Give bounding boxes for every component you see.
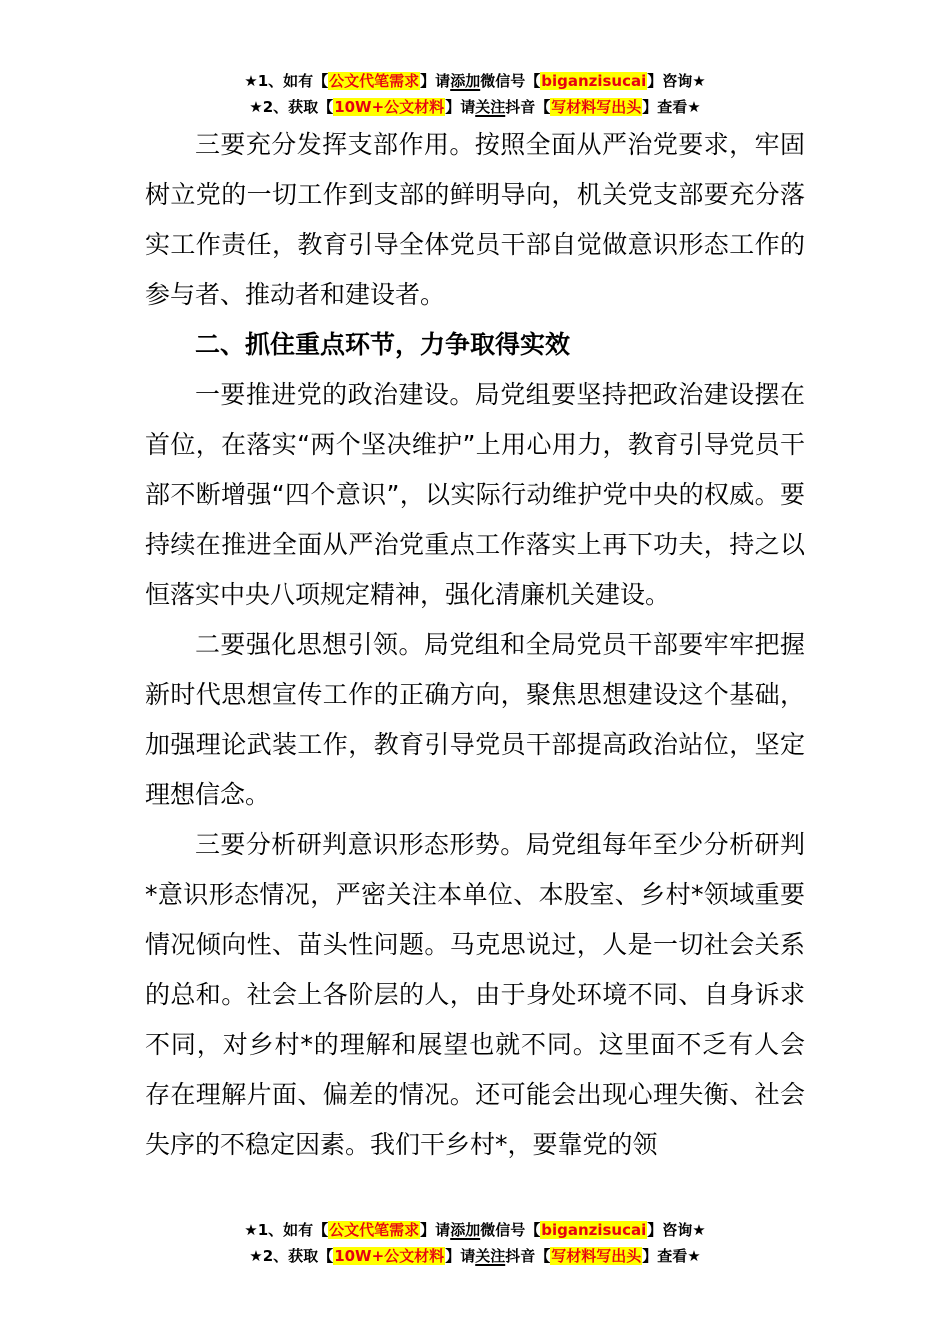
banner-text: ★2、获取【 — [249, 1247, 334, 1265]
banner-highlight-service: 公文代笔需求 — [329, 1221, 420, 1239]
top-banner — [0, 68, 950, 120]
paragraph-branch-role: 三要充分发挥支部作用。按照全面从严治党要求，牢固树立党的一切工作到支部的鲜明导向，机关党支部要充分落实工作责任，教育引导全体党员干部自觉做意识形态工作的参与者、推动者和建设者。 — [145, 130, 805, 309]
banner-highlight-service: 公文代笔需求 — [329, 72, 420, 90]
banner-text: 抖音【 — [505, 98, 551, 116]
banner-text: 】请 — [445, 1247, 476, 1265]
banner-line-1 — [0, 1217, 950, 1243]
banner-text: 】请 — [420, 1221, 451, 1239]
banner-text: 抖音【 — [505, 1247, 551, 1265]
banner-highlight-materials: 10W+公文材料 — [334, 98, 445, 116]
banner-text: 】咨询★ — [647, 72, 706, 90]
paragraph-ideology-analysis: 三要分析研判意识形态形势。局党组每年至少分析研判*意识形态情况，严密关注本单位、本股室、乡村*领域重要情况倾向性、苗头性问题。马克思说过，人是一切社会关系的总和。社会上各阶层的人，由于身处环境不同、自身诉求不同，对乡村*的理解和展望也就不同。这里面不乏有人会存在理解片面、偏差的情况。还可能会出现心理失衡、社会失序的不稳定因素。我们干乡村*，要靠党的领 — [145, 830, 805, 1159]
banner-underlined-text: 添加 — [450, 72, 481, 90]
banner-text: 】请 — [445, 98, 476, 116]
paragraph-ideological-guidance: 二要强化思想引领。局党组和全局党员干部要牢牢把握新时代思想宣传工作的正确方向，聚焦思想建设这个基础，加强理论武装工作，教育引导党员干部提高政治站位，坚定理想信念。 — [145, 630, 805, 809]
banner-underlined-text: 添加 — [450, 1221, 481, 1239]
banner-text: 】查看★ — [642, 98, 701, 116]
banner-text: 】请 — [420, 72, 451, 90]
banner-line-1 — [0, 68, 950, 94]
bottom-banner — [0, 1217, 950, 1269]
section-heading: 二、抓住重点环节，力争取得实效 — [195, 330, 571, 359]
banner-text: ★1、如有【 — [244, 1221, 329, 1239]
banner-text: 微信号【 — [480, 72, 541, 90]
banner-text: ★1、如有【 — [244, 72, 329, 90]
banner-text: 微信号【 — [480, 1221, 541, 1239]
document-body — [145, 120, 805, 1170]
banner-text: 】咨询★ — [647, 1221, 706, 1239]
banner-text: ★2、获取【 — [249, 98, 334, 116]
banner-text: 】查看★ — [642, 1247, 701, 1265]
banner-underlined-text: 关注 — [475, 1247, 506, 1265]
banner-highlight-wechat-id: biganzisucai — [541, 1221, 647, 1239]
banner-underlined-text: 关注 — [475, 98, 506, 116]
banner-line-2 — [0, 94, 950, 120]
banner-highlight-wechat-id: biganzisucai — [541, 72, 647, 90]
banner-line-2 — [0, 1243, 950, 1269]
banner-highlight-materials: 10W+公文材料 — [334, 1247, 445, 1265]
banner-highlight-douyin: 写材料写出头 — [551, 1247, 642, 1265]
banner-highlight-douyin: 写材料写出头 — [551, 98, 642, 116]
paragraph-political-construction: 一要推进党的政治建设。局党组要坚持把政治建设摆在首位，在落实“两个坚决维护”上用心用力，教育引导党员干部不断增强“四个意识”，以实际行动维护党中央的权威。要持续在推进全面从严治党重点工作落实上再下功夫，持之以恒落实中央八项规定精神，强化清廉机关建设。 — [145, 380, 805, 609]
